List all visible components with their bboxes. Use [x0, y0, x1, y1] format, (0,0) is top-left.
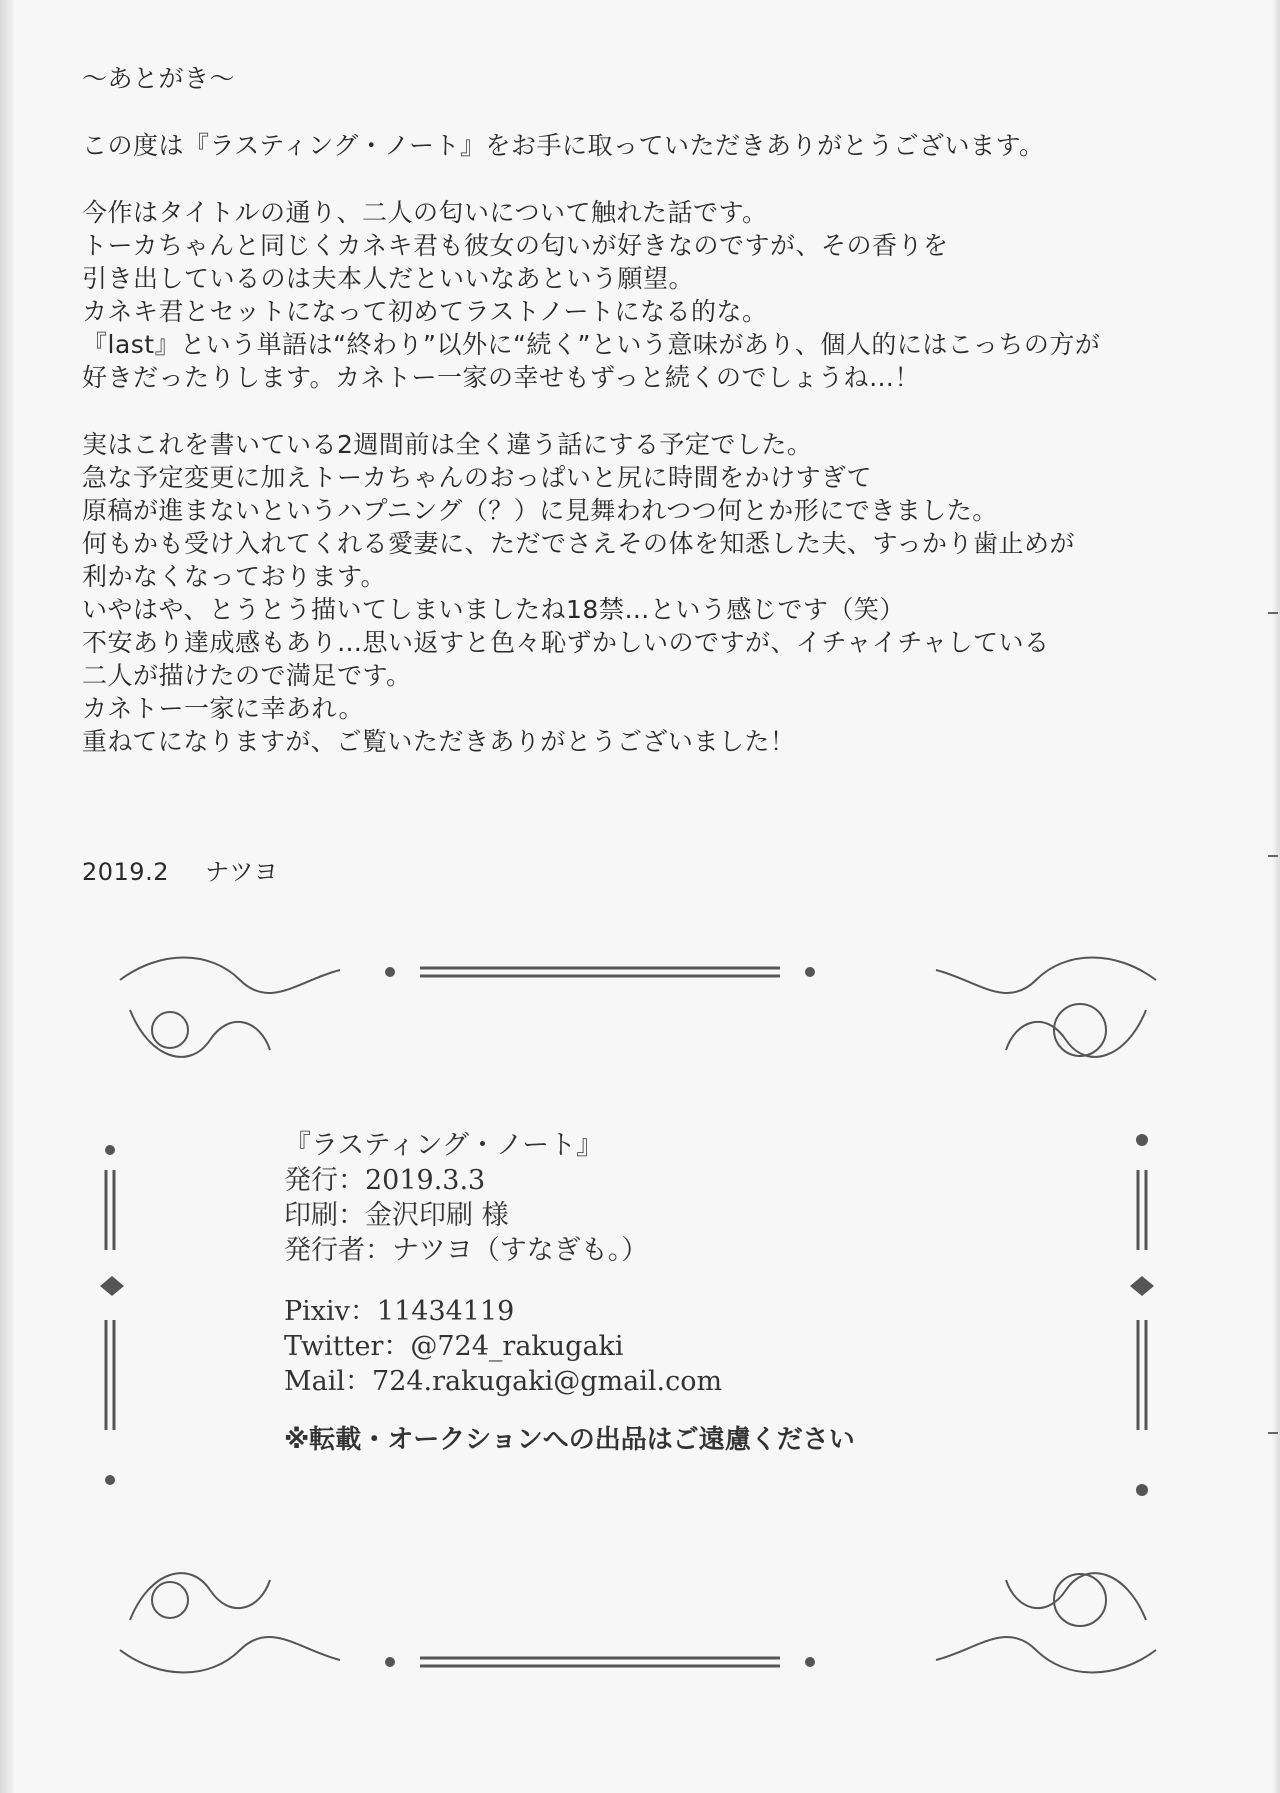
afterword-line: カネトー一家に幸あれ。 [82, 694, 365, 723]
colophon-notice: ※転載・オークションへの出品はご遠慮ください [284, 1425, 855, 1455]
colophon-twitter: Twitter：@724_rakugaki [284, 1331, 624, 1362]
afterword-line: 『last』という単語は“終わり”以外に“続く”という意味があり、個人的にはこっちの方が [82, 330, 1101, 359]
colophon [284, 1128, 855, 1458]
signature [82, 852, 306, 887]
afterword-paragraph [82, 129, 1202, 162]
afterword-line: 不安あり達成感もあり…思い返すと色々恥ずかしいのですが、イチャイチャしている [82, 628, 1050, 657]
colophon-pixiv: Pixiv：11434119 [284, 1296, 515, 1327]
afterword-line: この度は『ラスティング・ノート』をお手に取っていただきありがとうございます。 [82, 131, 1045, 160]
afterword-line: 引き出しているのは夫本人だといいなあという願望。 [82, 264, 695, 293]
afterword-line: 利かなくなっております。 [82, 562, 387, 591]
edge-mark [1268, 1432, 1278, 1434]
afterword-line: 重ねてになりますが、ご覧いただきありがとうございました！ [82, 727, 796, 756]
colophon-mail: Mail：724.rakugaki@gmail.com [284, 1366, 723, 1397]
afterword-paragraph [82, 196, 1202, 394]
afterword-line: カネキ君とセットになって初めてラストノートになる的な。 [82, 297, 768, 326]
page-binding-shadow [0, 0, 14, 1793]
afterword-line: 好きだったりします。カネトー一家の幸せもずっと続くのでしょうね…！ [82, 363, 921, 392]
signature-date: 2019.2 [82, 858, 169, 886]
afterword-line: 急な予定変更に加えトーカちゃんのおっぱいと尻に時間をかけすぎて [82, 463, 873, 492]
colophon-published-date: 発行：2019.3.3 [284, 1165, 486, 1196]
colophon-printer: 印刷：金沢印刷 様 [284, 1200, 509, 1231]
afterword-line: トーカちゃんと同じくカネキ君も彼女の匂いが好きなのですが、その香りを [82, 231, 949, 260]
afterword-section [82, 62, 1202, 792]
afterword-paragraph [82, 428, 1202, 758]
page-edge [1272, 0, 1280, 1793]
edge-mark [1268, 855, 1278, 857]
colophon-spacer [284, 1268, 855, 1294]
afterword-line: 二人が描けたので満足です。 [82, 661, 412, 690]
edge-mark [1268, 612, 1278, 614]
afterword-heading: 〜あとがき〜 [82, 64, 236, 93]
afterword-line: 何もかも受け入れてくれる愛妻に、ただでさえその体を知悉した夫、すっかり歯止めが [82, 529, 1076, 558]
afterword-line: 今作はタイトルの通り、二人の匂いについて触れた話です。 [82, 198, 768, 227]
afterword-line: いやはや、とうとう描いてしまいましたね18禁…という感じです（笑） [82, 595, 905, 624]
signature-author: ナツヨ [205, 858, 279, 886]
colophon-publisher: 発行者：ナツヨ（すなぎも。） [284, 1235, 649, 1266]
colophon-title: 『ラスティング・ノート』 [284, 1130, 604, 1161]
afterword-line: 実はこれを書いている2週間前は全く違う話にする予定でした。 [82, 430, 813, 459]
afterword-line: 原稿が進まないというハプニング（？）に見舞われつつ何とか形にできました。 [82, 496, 998, 525]
